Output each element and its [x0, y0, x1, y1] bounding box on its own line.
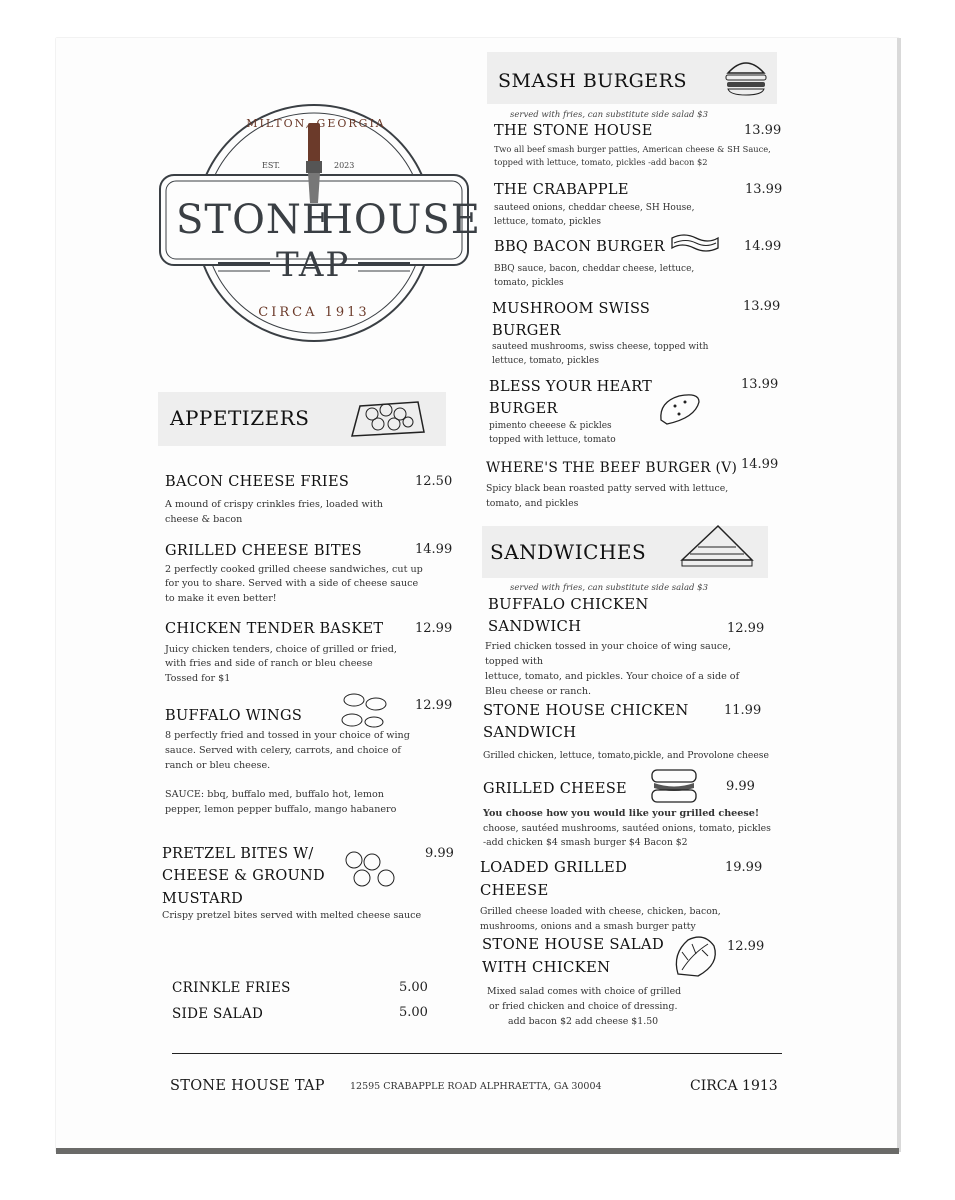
logo-year: 2023 [334, 161, 355, 170]
sauce-list: SAUCE: bbq, buffalo med, buffalo hot, lemon [165, 789, 384, 800]
item-desc: Fried chicken tossed in your choice of wing sauce, [485, 641, 731, 652]
item-price: 12.99 [727, 939, 765, 954]
item-desc: add bacon $2 add cheese $1.50 [508, 1016, 659, 1027]
item-name: GRILLED CHEESE [483, 781, 627, 797]
item-desc: or fried chicken and choice of dressing. [489, 1001, 678, 1012]
logo-est: EST. [262, 161, 281, 170]
item-price: 9.99 [726, 779, 755, 794]
item-name: PRETZEL BITES W/ [162, 846, 314, 862]
item-desc: mushrooms, onions and a smash burger patty [480, 921, 696, 932]
item-desc: BBQ sauce, bacon, cheddar cheese, lettuce, [494, 264, 695, 274]
item-name: MUSTARD [162, 891, 243, 907]
item-price: 13.99 [745, 182, 783, 197]
item-desc: lettuce, tomato, pickles [492, 356, 599, 366]
item-price: 12.99 [415, 698, 453, 713]
item-name: BUFFALO WINGS [165, 708, 303, 724]
item-desc: Grilled chicken, lettuce, tomato,pickle, and Provolone cheese [483, 750, 769, 761]
side-name: CRINKLE FRIES [172, 980, 291, 996]
item-price: 14.99 [744, 239, 782, 254]
item-desc: Crispy pretzel bites served with melted cheese sauce [162, 910, 422, 921]
footer-divider [172, 1053, 782, 1054]
sandwich-icon [678, 522, 756, 572]
item-desc: Mixed salad comes with choice of grilled [487, 986, 682, 997]
item-name: LOADED GRILLED [480, 859, 628, 876]
item-desc: topped with lettuce, tomato [489, 435, 616, 445]
item-desc: sauteed mushrooms, swiss cheese, topped with [492, 342, 709, 352]
item-desc: Bleu cheese or ranch. [485, 686, 592, 697]
item-price: 14.99 [415, 542, 453, 557]
item-name: CHICKEN TENDER BASKET [165, 621, 384, 637]
footer-restaurant-name: STONE HOUSE TAP [170, 1078, 325, 1094]
item-desc: Two all beef smash burger patties, American cheese & SH Sauce, [494, 144, 771, 154]
footer-address: 12595 CRABAPPLE ROAD ALPHRAETTA, GA 30004 [350, 1081, 602, 1092]
item-name: CHEESE [480, 882, 549, 899]
item-name: MUSHROOM SWISS [492, 301, 651, 317]
item-desc: choose, sautéed mushrooms, sautéed onions, tomato, pickles [483, 823, 771, 834]
item-desc: pimento cheeese & pickles [489, 421, 612, 431]
item-name: WHERE'S THE BEEF BURGER (V) [486, 460, 738, 476]
item-desc: Spicy black bean roasted patty served with lettuce, [486, 483, 729, 494]
loaded-fries-icon [348, 392, 428, 446]
sandwiches-note: served with fries, can substitute side salad $3 [510, 583, 708, 593]
logo-house: HOUSE [318, 197, 481, 243]
logo [158, 103, 481, 351]
item-desc: cheese & bacon [165, 514, 243, 525]
smash-burgers-title: SMASH BURGERS [498, 70, 687, 92]
item-price: 13.99 [744, 123, 782, 138]
item-desc: topped with lettuce, tomato, pickles -add bacon $2 [494, 157, 708, 167]
item-desc: tomato, and pickles [486, 498, 579, 509]
item-desc: for you to share. Served with a side of cheese sauce [165, 578, 419, 589]
item-desc: 2 perfectly cooked grilled cheese sandwiches, cut up [165, 564, 423, 575]
item-name: GRILLED CHEESE BITES [165, 543, 362, 559]
item-price: 9.99 [425, 846, 454, 861]
logo-tap: TAP [276, 245, 351, 285]
item-name: BURGER [492, 323, 561, 339]
item-desc: 8 perfectly fried and tossed in your choice of wing [165, 730, 410, 741]
item-desc: Grilled cheese loaded with cheese, chicken, bacon, [480, 906, 721, 917]
item-name: BURGER [489, 401, 558, 417]
wings-icon [336, 690, 396, 730]
item-price: 12.99 [727, 621, 765, 636]
item-desc: A mound of crispy crinkles fries, loaded with [165, 499, 383, 510]
item-desc: sauce. Served with celery, carrots, and choice of [165, 745, 401, 756]
item-price: 13.99 [741, 377, 779, 392]
item-name: STONE HOUSE CHICKEN [483, 702, 689, 719]
item-name: WITH CHICKEN [482, 959, 611, 976]
salad-icon [668, 930, 722, 982]
sauce-list: pepper, lemon pepper buffalo, mango habanero [165, 804, 397, 815]
item-name: BLESS YOUR HEART [489, 379, 653, 395]
item-name: STONE HOUSE SALAD [482, 936, 665, 953]
item-price: 13.99 [743, 299, 781, 314]
item-desc: with fries and side of ranch or bleu cheese [165, 658, 373, 669]
item-name: BBQ BACON BURGER [494, 239, 665, 255]
item-desc: lettuce, tomato, and pickles. Your choice of a side of [485, 671, 740, 682]
footer-circa: CIRCA 1913 [690, 1078, 778, 1094]
item-name: SANDWICH [488, 618, 582, 635]
item-desc: -add chicken $4 smash burger $4 Bacon $2 [483, 837, 688, 848]
item-price: 11.99 [724, 703, 762, 718]
page-bottom-strip [56, 1148, 899, 1154]
item-desc: tomato, pickles [494, 278, 564, 288]
item-price: 14.99 [741, 457, 779, 472]
grilled-cheese-icon [646, 766, 702, 806]
item-price: 19.99 [725, 860, 763, 875]
item-desc: lettuce, tomato, pickles [494, 217, 601, 227]
item-name: CHEESE & GROUND [162, 868, 325, 884]
appetizers-title: APPETIZERS [170, 406, 310, 430]
pretzel-icon [340, 848, 402, 890]
pickle-icon [655, 388, 705, 428]
item-price: 12.99 [415, 621, 453, 636]
logo-arc-top: MILTON, GEORGIA [246, 117, 386, 130]
item-name: BACON CHEESE FRIES [165, 474, 350, 490]
item-name: THE STONE HOUSE [494, 123, 653, 139]
item-name: THE CRABAPPLE [494, 182, 629, 198]
bacon-icon [670, 230, 720, 256]
item-desc: sauteed onions, cheddar cheese, SH House, [494, 203, 695, 213]
logo-stone: STONE [176, 197, 333, 243]
side-price: 5.00 [399, 1005, 428, 1020]
item-desc: Tossed for $1 [165, 673, 231, 684]
logo-arc-bottom: CIRCA 1913 [258, 305, 370, 320]
item-desc: ranch or bleu cheese. [165, 760, 271, 771]
item-price: 12.50 [415, 474, 453, 489]
burger-icon [722, 53, 770, 97]
item-desc: Juicy chicken tenders, choice of grilled or fried, [165, 644, 397, 655]
item-desc: topped with [485, 656, 544, 667]
item-desc: to make it even better! [165, 593, 277, 604]
side-name: SIDE SALAD [172, 1006, 264, 1022]
page-edge [897, 38, 901, 1152]
sandwiches-title: SANDWICHES [490, 540, 647, 564]
item-name: SANDWICH [483, 724, 577, 741]
side-price: 5.00 [399, 980, 428, 995]
item-name: BUFFALO CHICKEN [488, 596, 649, 613]
burgers-note: served with fries, can substitute side salad $3 [510, 110, 708, 120]
item-desc: You choose how you would like your grilled cheese! [483, 808, 760, 819]
